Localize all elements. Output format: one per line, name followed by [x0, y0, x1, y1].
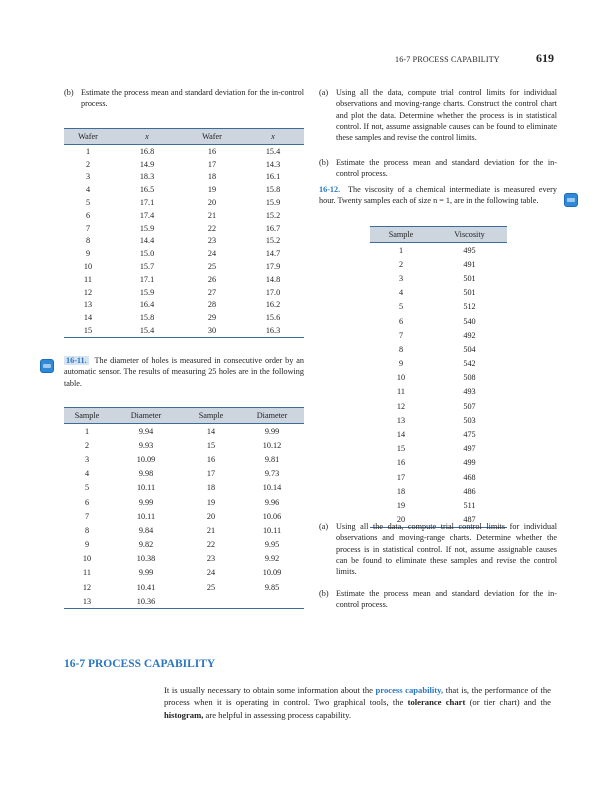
problem-text: The viscosity of a chemical intermediate is measured every hour. Twenty samples each of size n = 1, are in the following table. [319, 185, 557, 206]
table-cell: 22 [206, 540, 216, 550]
diameter-table [64, 407, 304, 609]
table-cell: 1 [398, 245, 404, 255]
table-row [64, 311, 304, 324]
table-cell: 15 [206, 440, 216, 450]
table-row [64, 235, 304, 248]
table-cell: 5 [85, 198, 91, 208]
column-header: Sample [370, 227, 432, 243]
table-row [64, 438, 304, 452]
table-row [64, 286, 304, 299]
table-cell: 19 [206, 497, 216, 507]
table-cell: 1 [84, 426, 90, 436]
table-cell: 13 [396, 415, 406, 425]
table-row [64, 222, 304, 235]
table-cell: 10.38 [136, 554, 156, 564]
table-cell: 14.4 [139, 236, 155, 246]
table-cell: 2 [398, 259, 404, 269]
table-row [370, 413, 507, 427]
table-cell: 14.8 [265, 274, 281, 284]
table-cell: 9.94 [138, 426, 154, 436]
table-cell: 16.8 [139, 146, 155, 156]
table-cell: 12 [82, 582, 92, 592]
table-cell: 9.82 [138, 540, 154, 550]
table-cell: 25 [207, 262, 217, 272]
table-row [370, 371, 507, 385]
table-row [64, 538, 304, 552]
table-cell: 26 [207, 274, 217, 284]
table-cell: 9.95 [264, 540, 280, 550]
column-header: Viscosity [432, 227, 507, 243]
table-cell: 10.41 [136, 582, 156, 592]
table-cell: 11 [84, 274, 92, 284]
table-cell [240, 594, 304, 609]
table-cell: 512 [463, 302, 476, 312]
table-cell: 2 [85, 159, 91, 169]
table-cell: 9.81 [264, 454, 280, 464]
table-cell: 3 [85, 172, 91, 182]
table-cell: 9 [85, 249, 91, 259]
table-cell: 15.2 [265, 236, 281, 246]
table-cell: 475 [463, 430, 476, 440]
table-cell: 10.09 [136, 454, 156, 464]
table-cell: 508 [463, 373, 476, 383]
table-row [370, 357, 507, 371]
viscosity-table [370, 226, 507, 528]
table-cell: 6 [85, 210, 91, 220]
table-row [370, 257, 507, 271]
table-row [64, 495, 304, 509]
table-cell: 16.3 [242, 324, 304, 337]
table-cell: 24 [206, 568, 216, 578]
table-cell: 495 [463, 245, 476, 255]
table-cell: 16 [206, 454, 216, 464]
table-cell: 20 [370, 513, 432, 528]
table-row [64, 580, 304, 594]
problem-text: The diameter of holes is measured in consecutive order by an automatic sensor. The results of measuring 25 holes are in the following table. [64, 356, 304, 388]
table-row [64, 183, 304, 196]
problem-16-12 [319, 184, 557, 207]
table-row [370, 427, 507, 441]
keyword-process-capability: process capability, [375, 685, 444, 695]
table-row [370, 385, 507, 399]
table-cell: 28 [207, 300, 217, 310]
table-cell: 9.84 [138, 525, 154, 535]
table-cell: 9.92 [264, 554, 280, 564]
table-cell: 10.11 [262, 525, 282, 535]
table-cell [182, 594, 240, 609]
table-cell: 18 [396, 486, 406, 496]
table-cell: 7 [85, 223, 91, 233]
table-cell: 492 [463, 330, 476, 340]
table-cell: 13 [64, 594, 110, 609]
table-cell: 501 [463, 273, 476, 283]
table-cell: 3 [84, 454, 90, 464]
table-row [64, 247, 304, 260]
table-cell: 27 [207, 287, 217, 297]
table-cell: 18 [207, 172, 217, 182]
table-row [370, 470, 507, 484]
table-cell: 1 [85, 146, 91, 156]
table-cell: 17 [206, 469, 216, 479]
table-cell: 14.3 [265, 159, 281, 169]
table-cell: 503 [463, 415, 476, 425]
table-cell: 9.98 [138, 469, 154, 479]
table-cell: 511 [463, 500, 476, 510]
table-cell: 16 [396, 458, 406, 468]
table-cell: 7 [84, 511, 90, 521]
table-row [370, 286, 507, 300]
table-row [64, 523, 304, 537]
table-cell: 4 [84, 469, 90, 479]
table-cell: 487 [432, 513, 507, 528]
table-row [64, 209, 304, 222]
column-header: x [242, 129, 304, 145]
wafer-table [64, 128, 304, 338]
table-cell: 4 [398, 288, 404, 298]
section-title: 16-7 PROCESS CAPABILITY [64, 658, 216, 670]
table-cell: 2 [84, 440, 90, 450]
left-part-b: (b) Estimate the process mean and standard deviation for the in-control process. [64, 88, 304, 109]
table-cell: 10.36 [110, 594, 182, 609]
table-cell: 10.06 [262, 511, 282, 521]
table-cell: 15.0 [139, 249, 155, 259]
table-cell: 17.4 [139, 210, 155, 220]
table-cell: 23 [207, 236, 217, 246]
table-cell: 29 [207, 313, 217, 323]
table-row [64, 273, 304, 286]
right-part-a: (a) Using all the data, compute trial control limits for individual observations and moving-range charts. Construct the control chart and plot the data. Determine whether the process is in statistical control. If not, assume assignable causes can be found to eliminate these samples and revise the control limits. [319, 88, 557, 143]
table-cell: 17 [396, 472, 406, 482]
table-row [370, 271, 507, 285]
table-cell: 12 [83, 287, 93, 297]
table-row [370, 484, 507, 498]
table-cell: 16.4 [139, 300, 155, 310]
table-row [370, 399, 507, 413]
page-number: 619 [536, 51, 554, 65]
table-row [64, 171, 304, 184]
table-cell: 17.9 [265, 262, 281, 272]
table-cell: 10.11 [136, 511, 156, 521]
table-cell: 16.1 [265, 172, 281, 182]
table-row [64, 145, 304, 158]
table-cell: 14 [206, 426, 216, 436]
table-cell: 18 [206, 483, 216, 493]
table-cell: 15.8 [265, 185, 281, 195]
table-row [64, 260, 304, 273]
table-cell: 9 [84, 540, 90, 550]
table-cell: 15.4 [265, 146, 281, 156]
table-cell: 9.99 [264, 426, 280, 436]
table-row [64, 509, 304, 523]
problem-number: 16-11. [66, 356, 87, 365]
table-row [370, 314, 507, 328]
table-row [370, 456, 507, 470]
table-cell: 6 [398, 316, 404, 326]
table-cell: 8 [84, 525, 90, 535]
table-cell: 21 [207, 210, 217, 220]
table-cell: 504 [463, 344, 476, 354]
table-cell: 14 [83, 313, 93, 323]
table-cell: 7 [398, 330, 404, 340]
table-cell: 10.11 [136, 483, 156, 493]
table-cell: 15.9 [139, 223, 155, 233]
table-cell: 5 [398, 302, 404, 312]
table-cell: 17.1 [139, 198, 155, 208]
table-cell: 3 [398, 273, 404, 283]
table-cell: 9.73 [264, 469, 280, 479]
table-cell: 499 [463, 458, 476, 468]
column-header: Sample [182, 408, 240, 424]
table-cell: 15.8 [139, 313, 155, 323]
table-cell: 17.0 [265, 287, 281, 297]
table-cell: 19 [396, 500, 406, 510]
table-cell: 17.1 [139, 274, 155, 284]
table-cell: 14.9 [139, 159, 155, 169]
running-header: 16-7 PROCESS CAPABILITY [395, 55, 500, 64]
table-cell: 10 [82, 554, 92, 564]
table-row [370, 243, 507, 258]
table-cell: 9.85 [264, 582, 280, 592]
table-row [64, 299, 304, 312]
column-header: Diameter [110, 408, 182, 424]
column-header: Wafer [182, 129, 242, 145]
table-cell: 5 [84, 483, 90, 493]
table-cell: 10 [83, 262, 93, 272]
table-cell: 8 [398, 344, 404, 354]
table-cell: 20 [207, 198, 217, 208]
table-cell: 4 [85, 185, 91, 195]
table-row [370, 300, 507, 314]
table-cell: 9 [398, 359, 404, 369]
right-part-a-2: (a) Using all the data, compute trial control limits for individual observations and moving-range charts. Determine whether the process is in statistical control. If not, assume assignable causes can be found to eliminate these samples and revise the control limits. [319, 522, 557, 577]
table-cell: 10.14 [262, 483, 282, 493]
table-cell: 16.2 [265, 300, 281, 310]
table-cell: 9.99 [138, 497, 154, 507]
table-cell: 468 [463, 472, 476, 482]
table-cell: 18.3 [139, 172, 155, 182]
table-cell: 6 [84, 497, 90, 507]
table-cell: 15 [64, 324, 112, 337]
table-cell: 22 [207, 223, 217, 233]
table-cell: 15.9 [139, 287, 155, 297]
table-cell: 19 [207, 185, 217, 195]
table-row [64, 158, 304, 171]
table-row [64, 196, 304, 209]
table-cell: 15 [396, 444, 406, 454]
table-cell: 10 [396, 373, 406, 383]
table-cell: 20 [206, 511, 216, 521]
column-header: Sample [64, 408, 110, 424]
table-row [64, 594, 304, 609]
column-header: Wafer [64, 129, 112, 145]
table-cell: 9.99 [138, 568, 154, 578]
table-cell: 13 [83, 300, 93, 310]
right-part-b-2: (b) Estimate the process mean and standard deviation for the in-control process. [319, 589, 557, 610]
table-row [64, 467, 304, 481]
table-cell: 507 [463, 401, 476, 411]
table-row [64, 552, 304, 566]
problem-16-11 [64, 355, 304, 389]
table-cell: 8 [85, 236, 91, 246]
table-row [64, 566, 304, 580]
table-header-row [64, 129, 304, 145]
table-row [64, 481, 304, 495]
table-cell: 15.2 [265, 210, 281, 220]
table-cell: 12 [396, 401, 406, 411]
table-cell: 11 [83, 568, 91, 578]
table-row [370, 498, 507, 512]
table-cell: 16.5 [139, 185, 155, 195]
column-header: Diameter [240, 408, 304, 424]
table-row [64, 452, 304, 466]
table-cell: 24 [207, 249, 217, 259]
data-file-icon[interactable] [40, 359, 54, 373]
table-cell: 21 [206, 525, 216, 535]
table-row [370, 442, 507, 456]
table-cell: 9.96 [264, 497, 280, 507]
table-cell: 23 [206, 554, 216, 564]
keyword-tolerance-chart: tolerance chart [407, 697, 466, 708]
table-cell: 15.4 [112, 324, 182, 337]
keyword-histogram: histogram, [164, 709, 204, 720]
table-cell: 493 [463, 387, 476, 397]
table-row [370, 342, 507, 356]
table-cell: 25 [206, 582, 216, 592]
table-cell: 16.7 [265, 223, 281, 233]
table-cell: 10.09 [262, 568, 282, 578]
section-paragraph: It is usually necessary to obtain some information about the process capability, that is, the performance of the process when it is operating in control. Two graphical tools, the tolerance chart (or tier chart) and the histogram, are helpful in assessing process capability. [164, 685, 551, 720]
table-cell: 9.93 [138, 440, 154, 450]
table-cell: 30 [182, 324, 242, 337]
table-row [64, 424, 304, 439]
table-cell: 491 [463, 259, 476, 269]
data-file-icon[interactable] [564, 193, 578, 207]
table-header-row [370, 227, 507, 243]
table-cell: 497 [463, 444, 476, 454]
table-cell: 486 [463, 486, 476, 496]
table-cell: 542 [463, 359, 476, 369]
table-cell: 10.12 [262, 440, 282, 450]
right-part-b: (b) Estimate the process mean and standard deviation for the in-control process. [319, 158, 557, 179]
table-cell: 14 [396, 430, 406, 440]
table-cell: 17 [207, 159, 217, 169]
problem-number: 16-12. [319, 185, 341, 194]
table-cell: 15.9 [265, 198, 281, 208]
table-cell: 501 [463, 288, 476, 298]
table-cell: 14.7 [265, 249, 281, 259]
column-header: x [112, 129, 182, 145]
table-header-row [64, 408, 304, 424]
table-cell: 15.6 [265, 313, 281, 323]
table-cell: 540 [463, 316, 476, 326]
table-row [370, 328, 507, 342]
table-cell: 16 [207, 146, 217, 156]
table-row [64, 324, 304, 337]
table-cell: 11 [397, 387, 405, 397]
table-cell: 15.7 [139, 262, 155, 272]
